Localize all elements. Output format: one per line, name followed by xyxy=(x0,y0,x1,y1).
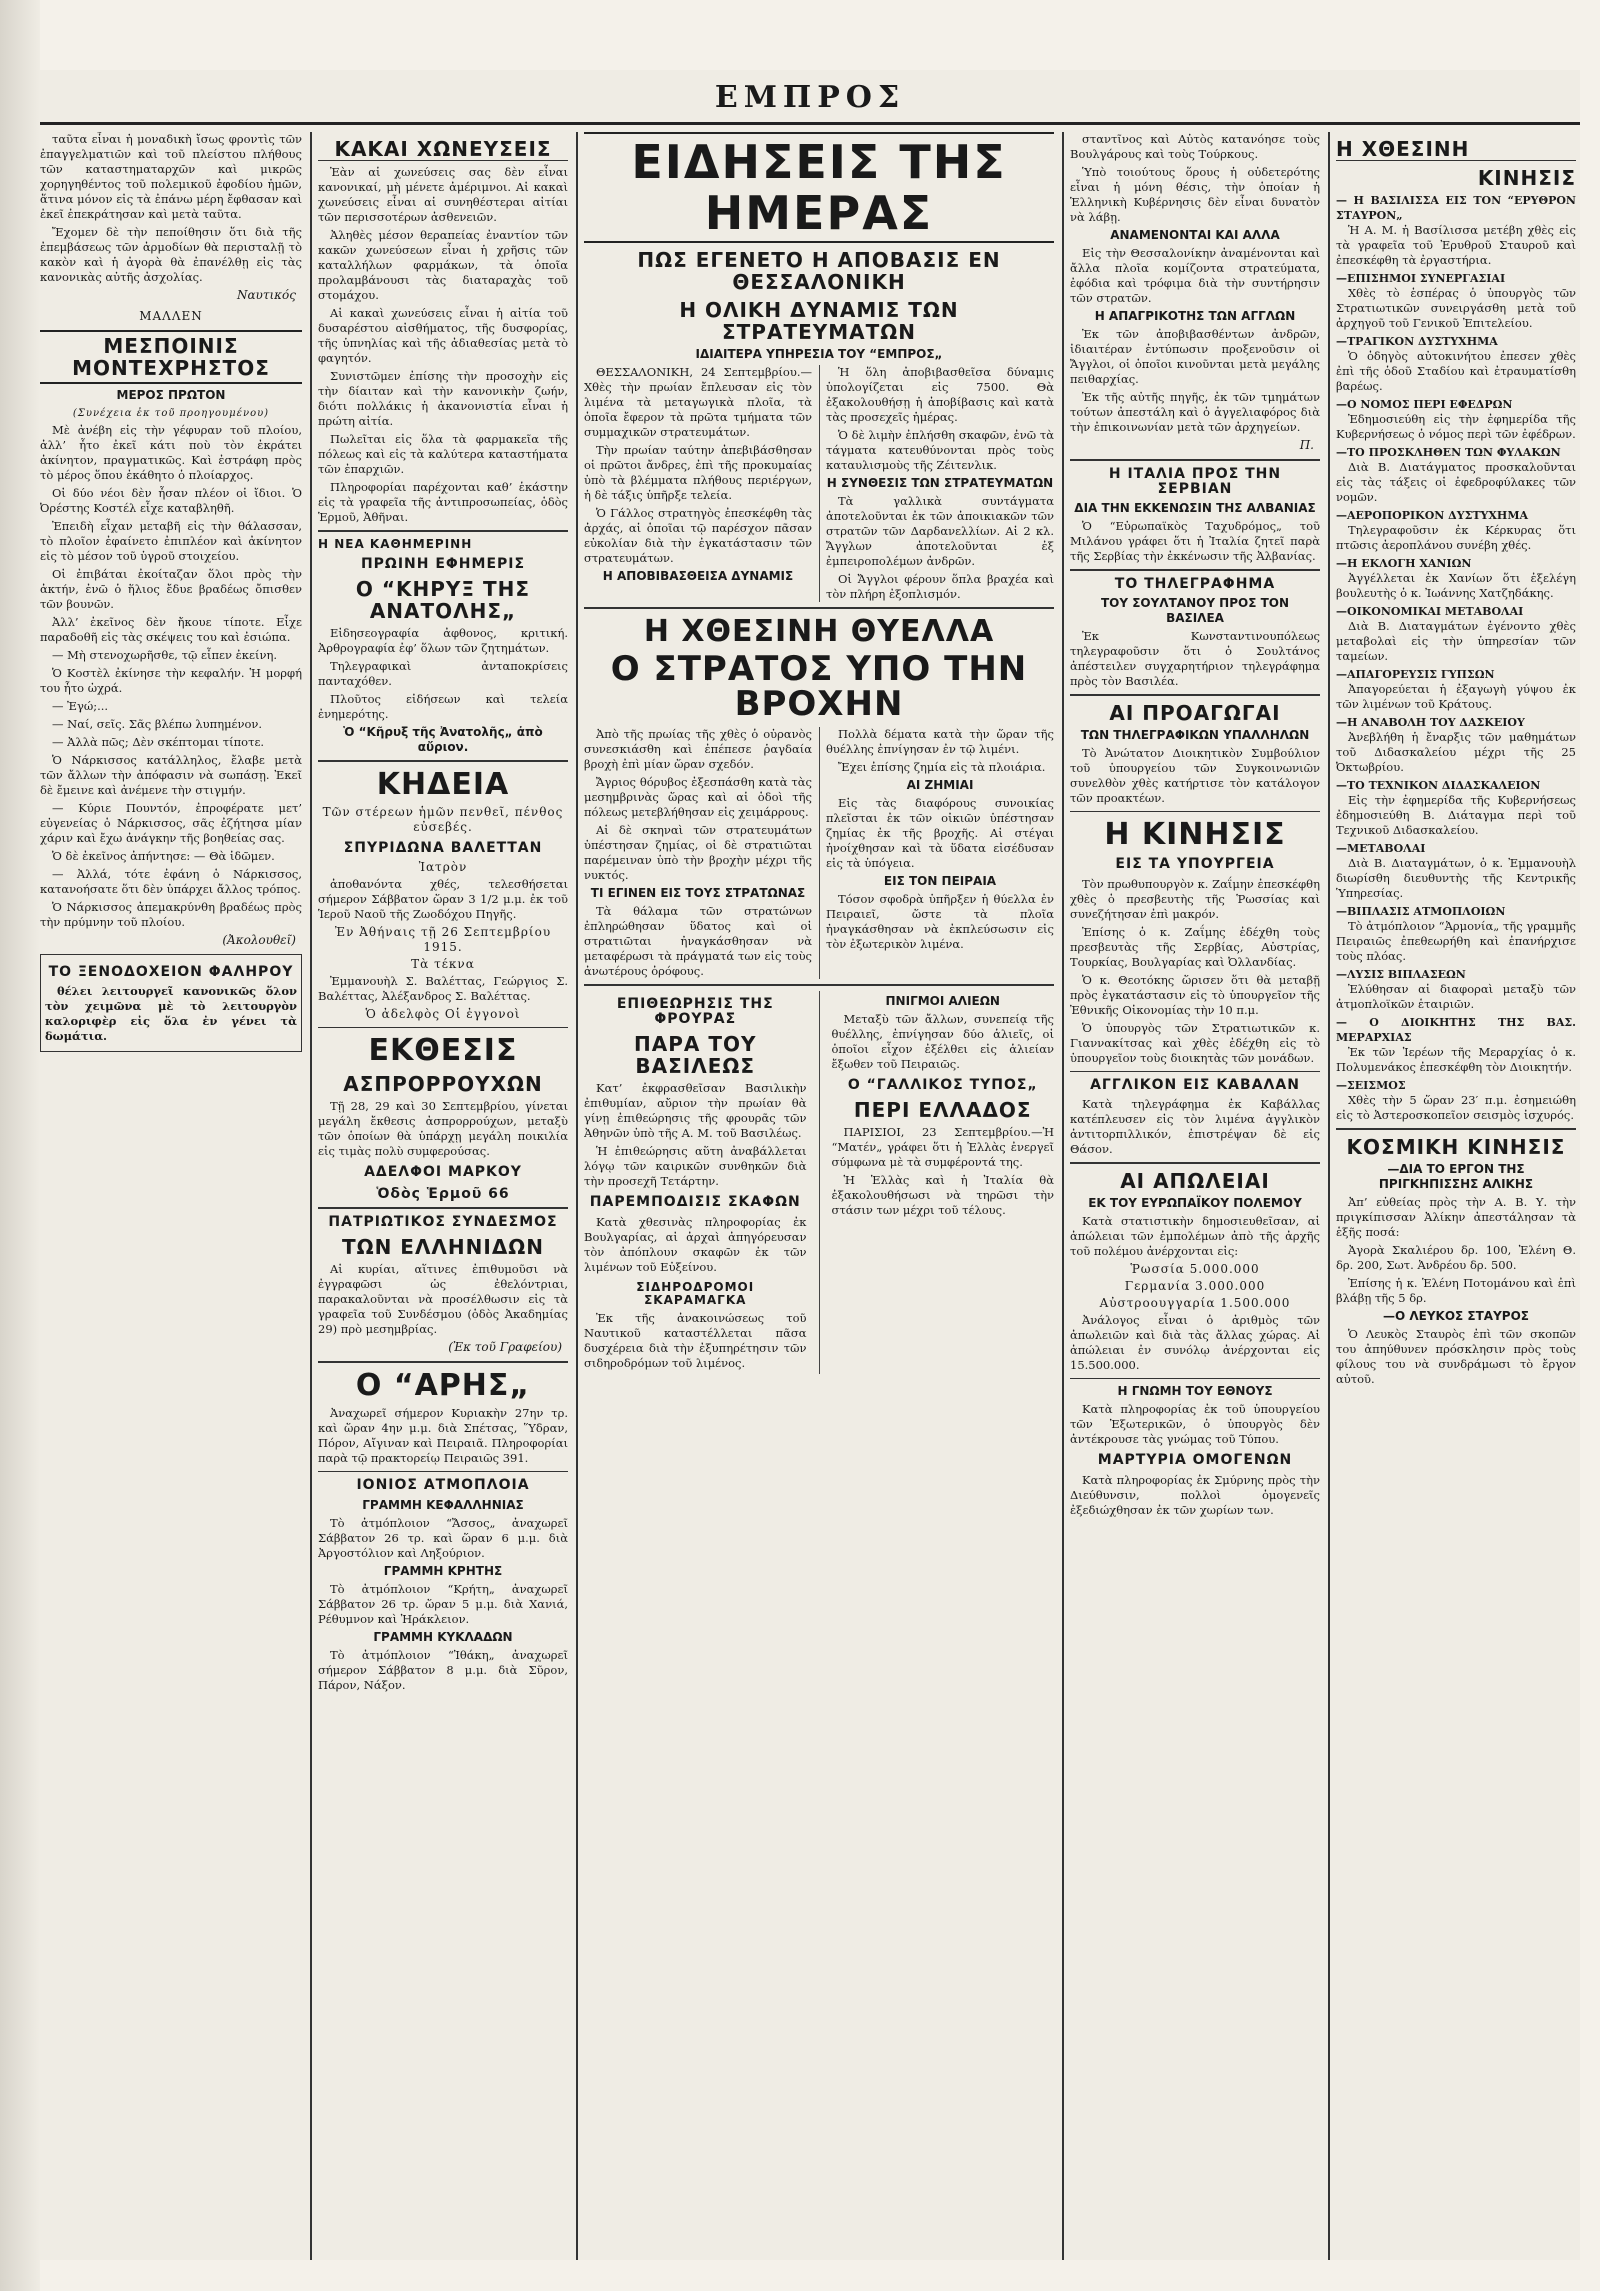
brief-heading: —ΤΟ ΤΕΧΝΙΚΟΝ ΔΙΔΑΣΚΑΛΕΙΟΝ xyxy=(1336,779,1541,792)
exhibition-address: Ὁδὸς Ἑρμοῦ 66 xyxy=(376,1185,510,1202)
movement-para: Ἐπίσης ὁ κ. Ζαΐμης ἐδέχθη τοὺς πρεσβευτὰς τῆς Σερβίας, Αὐστρίας, Τουρκίας, Βουλγαρίας καὶ Ὀλλανδίας. xyxy=(1070,924,1320,969)
yesterday-title: Η ΧΘΕΣΙΝΗ xyxy=(1336,138,1576,161)
brief-heading: — Ο ΔΙΟΙΚΗΤΗΣ ΤΗΣ ΒΑΣ. ΜΕΡΑΡΧΙΑΣ xyxy=(1336,1016,1576,1044)
kiryx-title: Ο “ΚΗΡΥΞ ΤΗΣ ΑΝΑΤΟΛΗΣ„ xyxy=(355,577,531,624)
lead-para: ΘΕΣΣΑΛΟΝΙΚΗ, 24 Σεπτεμβρίου.—Χθὲς τὴν πρωίαν ἔπλευσαν εἰς τὸν λιμένα τὰ μεταγωγικὰ πλοῖα, τὰ ὁποῖα ἔφερον τὰ πρῶτα τμήματα τῶν συμμαχικῶν στρατευμάτων. xyxy=(584,365,812,440)
lead-para: Τὴν πρωίαν ταύτην ἀπεβιβάσθησαν οἱ πρῶτοι ἄνδρες, ἐπὶ τῆς προκυμαίας ὑπὸ τὰ βλέμματα πλήθους περιέργων, ἡ δὲ τάξις ὑπῆρξε τελεία. xyxy=(584,443,812,503)
deceased-name: ΣΠΥΡΙΔΩΝΑ ΒΑΛΕΤΤΑΝ xyxy=(343,839,543,856)
brief-heading: —ΤΡΑΓΙΚΟΝ ΔΥΣΤΥΧΗΜΑ xyxy=(1336,335,1498,348)
railways-text: Ἐκ τῆς ἀνακοινώσεως τοῦ Ναυτικοῦ καταστέλλεται πᾶσα δυσχέρεια διὰ τὴν ἐξυπηρέτησιν τῶν σιδηροδρόμων τοῦ λιμένος. xyxy=(584,1311,807,1371)
storm-para: Τόσον σφοδρὰ ὑπῆρξεν ἡ θύελλα ἐν Πειραιεῖ, ὥστε τὰ πλοῖα ἠναγκάσθησαν νὰ ἐκπλεύσωσιν εἰς τὸν ἐξωτερικὸν λιμένα. xyxy=(826,892,1054,952)
brief-heading: —ΕΠΙΣΗΜΟΙ ΣΥΝΕΡΓΑΣΙΑΙ xyxy=(1336,272,1506,285)
divider xyxy=(318,1361,568,1363)
guard-subtitle: ΠΑΡΑ ΤΟΥ ΒΑΣΙΛΕΩΣ xyxy=(634,1032,757,1079)
storm-para: Ἀπὸ τῆς πρωίας τῆς χθὲς ὁ οὐρανὸς συνεσκιάσθη καὶ ἐπέπεσε ῥαγδαία βροχὴ ἐπὶ μίαν ὥραν σχεδόν. xyxy=(584,727,812,772)
movement-subtitle: ΕΙΣ ΤΑ ΥΠΟΥΡΓΕΙΑ xyxy=(1115,856,1275,873)
subhead: Η ΣΥΝΘΕΣΙΣ ΤΩΝ ΣΤΡΑΤΕΥΜΑΤΩΝ xyxy=(826,476,1054,491)
novel-para: — Ἀλλὰ πῶς; Δὲν σκέπτομαι τίποτε. xyxy=(52,735,265,749)
subhead: ΑΝΑΜΕΝΟΝΤΑΙ ΚΑΙ ΑΛΛΑ xyxy=(1110,228,1280,242)
promotions-subtitle: ΤΩΝ ΤΗΛΕΓΡΑΦΙΚΩΝ ΥΠΑΛΛΗΛΩΝ xyxy=(1080,727,1310,742)
col4-para: Εἰς τὴν Θεσσαλονίκην ἀναμένονται καὶ ἄλλα πλοῖα κομίζοντα στρατεύματα, ἐφόδια καὶ τρόφιμα διὰ τὴν συντήρησιν τῶν στρατῶν. xyxy=(1070,246,1320,305)
funeral-title: ΚΗΔΕΙΑ xyxy=(376,766,510,802)
divider xyxy=(584,607,1054,609)
social-para: Ἐπίσης ἡ κ. Ἑλένη Ποτομάνου καὶ ἐπὶ βλάβῃ τῆς 5 δρ. xyxy=(1336,1275,1576,1305)
movement-para: Τὸν πρωθυπουργὸν κ. Ζαΐμην ἐπεσκέφθη χθὲς ὁ πρεσβευτὴς τῆς Ῥωσσίας καὶ συνεζήτησαν ἐπὶ μακρόν. xyxy=(1070,876,1320,921)
brief-text: Διὰ Β. Διαταγμάτων, ὁ κ. Ἐμμανουὴλ διωρίσθη διευθυντὴς τῆς Κεντρικῆς Ὑπηρεσίας. xyxy=(1336,856,1576,900)
brief-list xyxy=(1336,193,1576,1123)
brief-heading: —ΑΕΡΟΠΟΡΙΚΟΝ ΔΥΣΤΥΧΗΜΑ xyxy=(1336,509,1529,522)
hotel-ad-text: θέλει λειτουργεῖ κανονικῶς ὅλον τὸν χειμῶνα μὲ τὸ λειτουργὸν καλοριφὲρ εἰς ὅλα ἐν γένει τὰ δωμάτια. xyxy=(45,984,297,1044)
opinion-title: Η ΓΝΩΜΗ ΤΟΥ ΕΘΝΟΥΣ xyxy=(1117,1384,1273,1399)
fishers-text: Μεταξὺ τῶν ἄλλων, συνεπείᾳ τῆς θυέλλης, ἐπνίγησαν δύο ἁλιεῖς, οἱ ὁποῖοι εἶχον ἐξέλθει εἰς ἁλιείαν ἔξωθεν τοῦ Πειραιῶς. xyxy=(831,1011,1054,1071)
divider xyxy=(318,1471,568,1473)
promotions-title: ΑΙ ΠΡΟΑΓΩΓΑΙ xyxy=(1109,700,1281,725)
brief-heading: —ΟΙΚΟΝΟΜΙΚΑΙ ΜΕΤΑΒΟΛΑΙ xyxy=(1336,605,1524,618)
funeral-line: Ὁ ἀδελφὸς Οἱ ἐγγονοὶ xyxy=(365,1006,521,1021)
novel-para: Ὁ Κοστὲλ ἐκίνησε τὴν κεφαλήν. Ἡ μορφή του ἦτο ὠχρά. xyxy=(40,666,302,695)
promotions-text: Τὸ Ἀνώτατον Διοικητικὸν Συμβούλιον τοῦ ὑπουργείου τῶν Συγκοινωνιῶν συνελθὸν χθὲς κατήρτισε τὸν κατάλογον τῶν προακτέων. xyxy=(1070,745,1320,805)
novel-para: — Ναί, σεῖς. Σᾶς βλέπω λυπημένον. xyxy=(52,717,263,731)
movement-title-right: ΚΙΝΗΣΙΣ xyxy=(1477,166,1576,190)
col4-para: Ὑπὸ τοιούτους ὅρους ἡ οὐδετερότης εἶναι ἡ μόνη θέσις, τὴν ὁποίαν ἡ Ἑλληνικὴ Κυβέρνησις δὲν εἶναι δυνατὸν νὰ λάβῃ. xyxy=(1070,165,1320,224)
novel-para: — Μὴ στενοχωρῆσθε, τῷ εἶπεν ἐκείνη. xyxy=(52,648,277,662)
martyr-text: Κατὰ πληροφορίας ἐκ Σμύρνης πρὸς τὴν Διεύθυνσιν, πολλοὶ ὁμογενεῖς ἐξεδιώχθησαν ἐκ τῶν χωρίων των. xyxy=(1070,1472,1320,1517)
storm-headline: Η ΧΘΕΣΙΝΗ ΘΥΕΛΛΑ xyxy=(643,613,995,649)
brief-text: Ἐκ τῶν Ἱερέων τῆς Μεραρχίας ὁ κ. Πολυμενάκος ἐπεσκέφθη τὸν Διοικητήν. xyxy=(1336,1045,1576,1074)
italy-text: Ὁ “Εὐρωπαϊκὸς Ταχυδρόμος„ τοῦ Μιλάνου γράφει ὅτι ἡ Ἰταλία ζητεῖ παρὰ τῆς Σερβίας τὴν ἐκκένωσιν τῆς Ἀλβανίας. xyxy=(1070,519,1320,564)
funeral-intro: Τῶν στέρεων ἡμῶν πενθεῖ, πένθος εὐσεβές. xyxy=(322,804,564,834)
brief-text: Ἐλύθησαν αἱ διαφοραὶ μεταξὺ τῶν ἀτμοπλοϊκῶν ἑταιριῶν. xyxy=(1336,982,1576,1011)
funeral-line: Ἐν Ἀθήναις τῇ 26 Σεπτεμβρίου 1915. xyxy=(334,924,552,954)
patriotic-title: ΠΑΤΡΙΩΤΙΚΟΣ ΣΥΝΔΕΣΜΟΣ xyxy=(328,1213,558,1230)
kavala-title: ΑΓΓΛΙΚΟΝ ΕΙΣ ΚΑΒΑΛΑΝ xyxy=(1090,1077,1300,1094)
line-text: Τὸ ἀτμόπλοιον “Ἄσσος„ ἀναχωρεῖ Σάββατον 26 τρ. καὶ ὥραν 6 μ.μ. διὰ Ἀργοστόλιον καὶ Ληξούριον. xyxy=(318,1515,568,1560)
brief-text: Διὰ Β. Διαταγμάτων ἐγένοντο χθὲς μεταβολαὶ εἰς τὴν ὑπηρεσίαν τῶν ταμείων. xyxy=(1336,619,1576,663)
divider xyxy=(584,984,1054,986)
kiryx-tagline: Ὁ “Κῆρυξ τῆς Ἀνατολῆς„ ἀπὸ αὔριον. xyxy=(343,725,543,755)
col1-section-label: ΜΑΛΛΕΝ xyxy=(139,309,203,323)
losses-title: ΑΙ ΑΠΩΛΕΙΑΙ xyxy=(1120,1168,1270,1193)
divider xyxy=(1070,1162,1320,1164)
brief-heading: —Η ΑΝΑΒΟΛΗ ΤΟΥ ΔΑΣΚΕΙΟΥ xyxy=(1336,716,1525,729)
guard-note: Ἡ ἐπιθεώρησις αὕτη ἀναβάλλεται λόγῳ τῶν καιρικῶν συνθηκῶν διὰ τὴν προσεχῆ Τετάρτην. xyxy=(584,1144,807,1189)
brief-heading: —Ο ΝΟΜΟΣ ΠΕΡΙ ΕΦΕΔΡΩΝ xyxy=(1336,398,1513,411)
lead-para: Οἱ Ἄγγλοι φέρουν ὅπλα βραχέα καὶ τὸν πλήρη ἐξοπλισμόν. xyxy=(826,572,1054,602)
patriotic-sig: (Ἐκ τοῦ Γραφείου) xyxy=(448,1340,562,1355)
column-4 xyxy=(1070,132,1320,2260)
kavala-text: Κατὰ τηλεγράφημα ἐκ Καβάλλας κατέπλευσεν εἰς τὸν λιμένα ἀγγλικὸν ἀντιτορπιλλικόν, ἐπιστρέψαν δὲ εἰς Θάσον. xyxy=(1070,1097,1320,1157)
column-3 xyxy=(584,132,1054,2260)
brief-heading: —ΒΙΠΛΑΣΙΣ ΑΤΜΟΠΛΟΙΩΝ xyxy=(1336,905,1506,918)
brief-heading: —ΛΥΣΙΣ ΒΙΠΛΑΣΕΩΝ xyxy=(1336,968,1466,981)
line-text: Τὸ ἀτμόπλοιον “Ἰθάκη„ ἀναχωρεῖ σήμερον Σάββατον 8 μ.μ. διὰ Σῦρον, Πάρον, Νάξον. xyxy=(318,1647,568,1692)
opinion-text: Κατὰ πληροφορίας ἐκ τοῦ ὑπουργείου τῶν Ἐξωτερικῶν, ὁ ὑπουργὸς δὲν ἀντέκρουσε τὰς γνώμας τοῦ Τύπου. xyxy=(1070,1402,1320,1447)
col1-intro-para: Ἔχομεν δὲ τὴν πεποίθησιν ὅτι διὰ τῆς ἐπεμβάσεως τῶν ἀρμοδίων θὰ περισταλῇ τὸ κακὸν καὶ ἡ ἀγορὰ θὰ ἐπανέλθῃ εἰς τὰς κανονικὰς αὐτῆς ἀσχολίας. xyxy=(40,225,302,284)
divider xyxy=(318,530,568,532)
kiryx-para: Τηλεγραφικαὶ ἀνταποκρίσεις πανταχόθεν. xyxy=(318,659,568,689)
losses-subtitle: ΕΚ ΤΟΥ ΕΥΡΩΠΑΪΚΟΥ ΠΟΛΕΜΟΥ xyxy=(1088,1195,1302,1210)
divider xyxy=(318,1207,568,1209)
col4-para: σταντῖνος καὶ Αὐτὸς κατανόησε τοὺς Βουλγάρους καὶ τοὺς Τούρκους. xyxy=(1070,132,1320,161)
brief-text: Τηλεγραφοῦσιν ἐκ Κέρκυρας ὅτι πτῶσις ἀεροπλάνου συνέβη χθές. xyxy=(1336,523,1576,552)
line-text: Τὸ ἀτμόπλοιον “Κρήτη„ ἀναχωρεῖ Σάββατον 26 τρ. ὥραν 5 μ.μ. διὰ Χανιά, Ρέθυμνον καὶ Ἡράκλειον. xyxy=(318,1581,568,1626)
telegram-text: Ἐκ Κωνσταντινουπόλεως τηλεγραφοῦσιν ὅτι ὁ Σουλτάνος ἀπέστειλεν συγχαρητήριον τηλεγράφημα πρὸς τὸν Βασιλέα. xyxy=(1070,629,1320,689)
divider xyxy=(1070,1071,1320,1073)
subhead: —Ο ΛΕΥΚΟΣ ΣΤΑΥΡΟΣ xyxy=(1383,1308,1529,1323)
brief-heading: —ΣΕΙΣΜΟΣ xyxy=(1336,1079,1406,1092)
funeral-line: Τὰ τέκνα xyxy=(411,956,475,971)
news-of-day-title: ΕΙΔΗΣΕΙΣ ΤΗΣ ΗΜΕΡΑΣ xyxy=(584,132,1054,243)
column-2 xyxy=(318,132,568,2260)
telegram-subtitle: ΤΟΥ ΣΟΥΛΤΑΝΟΥ ΠΡΟΣ ΤΟΝ ΒΑΣΙΛΕΑ xyxy=(1100,596,1290,626)
col4-signature: Π. xyxy=(1299,438,1314,452)
storm-para: Εἰς τὰς διαφόρους συνοικίας πλεῖσται ἐκ τῶν οἰκιῶν ὑπέστησαν ζημίας ἐκ τῆς βροχῆς. Αἱ στέγαι ἠνοίχθησαν καὶ τὰ ὕδατα εἰσέδυσαν εἰς τὰ ὑπόγεια. xyxy=(826,796,1054,871)
press-text: ΠΑΡΙΣΙΟΙ, 23 Σεπτεμβρίου.—Ἡ “Ματέν„ γράφει ὅτι ἡ Ἑλλὰς ἐνεργεῖ σύμφωνα μὲ τὰ συμφέροντά της. xyxy=(831,1124,1054,1169)
novel-continues: (Ἀκολουθεῖ) xyxy=(222,933,296,947)
funeral-text: Ἐμμανουὴλ Σ. Βαλέττας, Γεώργιος Σ. Βαλέττας, Ἀλέξανδρος Σ. Βαλέττας. xyxy=(318,973,568,1003)
movement-para: Ὁ ὑπουργὸς τῶν Στρατιωτικῶν κ. Γιαννακίτσας καὶ χθὲς ἐδέχθη εἰς τὸ ὑπουργεῖον τοὺς διοικητὰς τῶν μονάδων. xyxy=(1070,1020,1320,1065)
brief-text: Ἀγγέλλεται ἐκ Χανίων ὅτι ἐξελέγη βουλευτὴς ὁ κ. Ἰωάννης Χατζηδάκης. xyxy=(1336,571,1576,600)
exhibition-text: Τῇ 28, 29 καὶ 30 Σεπτεμβρίου, γίνεται μεγάλη ἔκθεσις ἀσπρορρούχων, μεταξὺ τῶν ὁποίων θὰ ὑπάρχῃ μεγάλη ποικιλία εἰς τιμὰς πολὺ συμφερούσας. xyxy=(318,1099,568,1159)
exhibition-title: ΕΚΘΕΣΙΣ xyxy=(368,1033,518,1069)
lead-service-line: ΙΔΙΑΙΤΕΡΑ ΥΠΗΡΕΣΙΑ ΤΟΥ “ΕΜΠΡΟΣ„ xyxy=(695,347,943,362)
column-rule xyxy=(310,132,312,2260)
kathimerini-title: Η ΝΕΑ ΚΑΘΗΜΕΡΙΝΗ xyxy=(318,536,473,551)
column-rule xyxy=(576,132,578,2260)
lead-para: Ὁ Γάλλος στρατηγὸς ἐπεσκέφθη τὰς ἀρχάς, αἱ ὁποῖαι τῷ παρέσχον πᾶσαν εὐκολίαν διὰ τὴν ἐγκατάστασιν τῶν στρατευμάτων. xyxy=(584,506,812,566)
aris-title: Ο “ΑΡΗΣ„ xyxy=(355,1367,531,1403)
social-title: ΚΟΣΜΙΚΗ ΚΙΝΗΣΙΣ xyxy=(1346,1134,1566,1159)
exhibition-subtitle: ΑΣΠΡΟΡΡΟΥΧΩΝ xyxy=(343,1072,543,1097)
ad-digestion-para: Πληροφορίαι παρέχονται καθ’ ἑκάστην εἰς τὰ γραφεῖα τῆς ἀντιπροσωπείας, ὁδὸς Ἑρμοῦ, Ἀθῆναι. xyxy=(318,480,568,524)
newspaper-page xyxy=(40,70,1580,2260)
ad-title-digestion: ΚΑΚΑΙ ΧΩΝΕΥΣΕΙΣ xyxy=(318,138,568,161)
novel-para: Ἐπειδὴ εἶχαν μεταβῆ εἰς τὴν θάλασσαν, τὸ πλοῖον ἐφαίνετο ἐπιπλέον καὶ ἀκίνητον εἰς τὸ μέσον τοῦ ὑγροῦ στοιχείου. xyxy=(40,519,302,563)
brief-text: Εἰς τὴν ἐφημερίδα τῆς Κυβερνήσεως ἐδημοσιεύθη Β. Διάταγμα περὶ τοῦ Τεχνικοῦ Διδασκαλείου. xyxy=(1336,793,1576,837)
line-title: ΓΡΑΜΜΗ ΚΡΗΤΗΣ xyxy=(383,1563,503,1578)
aris-text: Ἀναχωρεῖ σήμερον Κυριακὴν 27ην τρ. καὶ ὥραν 4ην μ.μ. διὰ Σπέτσας, Ὕδραν, Πόρον, Αἴγιναν καὶ Πειραιᾶ. Πληροφορίαι παρὰ τῷ πρακτορείῳ Πειραιῶς 391. xyxy=(318,1405,568,1465)
social-para: Ἀγορὰ Σκαλιέρου δρ. 100, Ἑλένη Θ. δρ. 200, Σωτ. Ἀνδρέου δρ. 500. xyxy=(1336,1242,1576,1272)
novel-para: Ὁ Νάρκισσος ἀπεμακρύνθη βραδέως πρὸς τὴν πρύμνην τοῦ πλοίου. xyxy=(40,900,302,929)
ships-title: ΠΑΡΕΜΠΟΔΙΣΙΣ ΣΚΑΦΩΝ xyxy=(589,1194,801,1211)
novel-continued-note: (Συνέχεια ἐκ τοῦ προηγουμένου) xyxy=(72,408,270,419)
storm-body xyxy=(584,727,1054,979)
kiryx-para: Πλοῦτος εἰδήσεων καὶ τελεία ἐνημερότης. xyxy=(318,692,568,722)
movement-para: Ὁ κ. Θεοτόκης ὥρισεν ὅτι θὰ μεταβῇ πρὸς ἐγκατάστασιν εἰς τὸ ὑπουργεῖον τῆς Ἐθνικῆς Οἰκονομίας τὴν 10 π.μ. xyxy=(1070,972,1320,1017)
ad-digestion-para: Πωλεῖται εἰς ὅλα τὰ φαρμακεῖα τῆς πόλεως καὶ εἰς τὰ καλύτερα καταστήματα τῶν ἐπαρχιῶν. xyxy=(318,432,568,476)
column-rule xyxy=(1328,132,1330,2260)
column-6 xyxy=(1336,132,1576,2260)
bottom-section xyxy=(584,991,1054,1375)
novel-para: — Κύριε Πουντόν, ἐπροφέρατε μετ’ εὐγενείας ὁ Νάρκισσος, σᾶς ἐζήτησα μίαν χάριν καὶ ἔχω ἀνάγκην τῆς βοηθείας σας. xyxy=(40,801,302,845)
novel-para: Οἱ ἐπιβάται ἐκοίταζαν ὅλοι πρὸς τὴν ἀκτήν, ἐνῶ ὁ ἥλιος ἔδυε βραδέως ὄπισθεν τῶν βουνῶν. xyxy=(40,567,302,611)
press-text: Ἡ Ἑλλὰς καὶ ἡ Ἰταλία θὰ ἐξακολουθήσωσι νὰ τηρῶσι τὴν στάσιν των μέχρι τοῦ τέλους. xyxy=(831,1172,1054,1217)
masthead-rule xyxy=(40,122,1580,125)
subhead: ΑΙ ΖΗΜΙΑΙ xyxy=(906,778,974,793)
divider xyxy=(1070,811,1320,813)
brief-heading: —ΤΟ ΠΡΟΣΚΛΗΘΕΝ ΤΩΝ ΦΥΛΑΚΩΝ xyxy=(1336,446,1561,459)
line-title: ΓΡΑΜΜΗ ΚΕΦΑΛΛΗΝΙΑΣ xyxy=(362,1497,524,1512)
funeral-text: ἀποθανόντα χθές, τελεσθήσεται σήμερον Σάββατον ὥραν 3 1/2 μ.μ. ἐκ τοῦ Ἱεροῦ Ναοῦ τῆς Ζωοδόχου Πηγῆς. xyxy=(318,876,568,921)
storm-para: Αἱ δὲ σκηναὶ τῶν στρατευμάτων ὑπέστησαν ζημίας, οἱ δὲ στρατιῶται παρέμειναν ὑπὸ τὴν βροχὴν μέχρι τῆς νυκτός. xyxy=(584,823,812,883)
subhead: ΕΙΣ ΤΟΝ ΠΕΙΡΑΙΑ xyxy=(883,874,997,889)
page-edge-shadow xyxy=(0,0,40,2291)
novel-para: — Ἀλλά, τότε ἐφάνη ὁ Νάρκισσος, κατανοήσατε ὅτι δὲν ὑπάρχει ἄλλος τρόπος. xyxy=(40,867,302,896)
hotel-ad xyxy=(40,954,302,1052)
column-rule xyxy=(1062,132,1064,2260)
novel-para: Ἀλλ’ ἐκεῖνος δὲν ἤκουε τίποτε. Εἶχε παραδοθῆ εἰς τὰς σκέψεις του καὶ ἐσιώπα. xyxy=(40,615,302,644)
patriotic-subtitle: ΤΩΝ ΕΛΛΗΝΙΔΩΝ xyxy=(341,1235,545,1260)
divider xyxy=(1070,1378,1320,1380)
novel-para: — Ἐγώ;... xyxy=(52,699,109,713)
divider xyxy=(1070,694,1320,696)
losses-note: Ἀνάλογος εἶναι ὁ ἀριθμὸς τῶν ἀπωλειῶν καὶ διὰ τὰς ἄλλας χώρας. Αἱ ἀπώλειαι ἐν συνόλῳ ἀνέρχονται εἰς 15.500.000. xyxy=(1070,1312,1320,1372)
col4-para: Ἐκ τῶν ἀποβιβασθέντων ἀνδρῶν, ἰδιαιτέραν ἐντύπωσιν προξενοῦσιν οἱ Ἄγγλοι, οἱ ὁποῖοι κινοῦνται μετὰ μεγάλης πειθαρχίας. xyxy=(1070,327,1320,386)
lead-body xyxy=(584,365,1054,602)
lead-para: Ἡ ὅλη ἀποβιβασθεῖσα δύναμις ὑπολογίζεται εἰς 7500. Θὰ ἐξακολουθήσῃ ἡ ἀποβίβασις καὶ κατὰ τὰς προσεχεῖς ἡμέρας. xyxy=(826,365,1054,425)
divider xyxy=(1070,569,1320,571)
guard-title: ΕΠΙΘΕΩΡΗΣΙΣ ΤΗΣ ΦΡΟΥΡΑΣ xyxy=(616,995,774,1027)
losses-text: Κατὰ στατιστικὴν δημοσιευθεῖσαν, αἱ ἀπώλειαι τῶν ἐμπολέμων ἀπὸ τῆς ἀρχῆς τοῦ πολέμου ἀνέρχονται εἰς: xyxy=(1070,1213,1320,1258)
divider xyxy=(318,760,568,762)
masthead: ΕΜΠΡΟΣ xyxy=(714,80,906,115)
press-title: Ο “ΓΑΛΛΙΚΟΣ ΤΥΠΟΣ„ xyxy=(847,1076,1038,1093)
hotel-ad-title: ΤΟ ΞΕΝΟΔΟΧΕΙΟΝ ΦΑΛΗΡΟΥ xyxy=(48,964,294,980)
brief-text: Ἀπαγορεύεται ἡ ἐξαγωγὴ γύψου ἐκ τῶν λιμένων τοῦ Κράτους. xyxy=(1336,682,1576,711)
brief-heading: —ΜΕΤΑΒΟΛΑΙ xyxy=(1336,842,1426,855)
brief-heading: — Η ΒΑΣΙΛΙΣΣΑ ΕΙΣ ΤΟΝ “ΕΡΥΘΡΟΝ ΣΤΑΥΡΟΝ„ xyxy=(1336,194,1576,222)
subhead: —ΔΙΑ ΤΟ ΕΡΓΟΝ ΤΗΣ ΠΡΙΓΚΗΠΙΣΣΗΣ ΑΛΙΚΗΣ xyxy=(1378,1161,1534,1191)
divider xyxy=(318,1027,568,1029)
railways-title: ΣΙΔΗΡΟΔΡΟΜΟΙ ΣΚΑΡΑΜΑΓΚΑ xyxy=(636,1279,755,1307)
patriotic-text: Αἱ κυρίαι, αἵτινες ἐπιθυμοῦσι νὰ ἐγγραφῶσι ὡς ἐθελόντριαι, παρακαλοῦνται νὰ προσέλθωσιν εἰς τὰ γραφεῖα τοῦ Συνδέσμου (ὁδὸς Ἀκαδημίας 29) πρὸ μεσημβρίας. xyxy=(318,1262,568,1337)
exhibition-brand: ΑΔΕΛΦΟΙ ΜΑΡΚΟΥ xyxy=(364,1164,522,1181)
martyr-title: ΜΑΡΤΥΡΙΑ ΟΜΟΓΕΝΩΝ xyxy=(1097,1452,1293,1469)
line-title: ΓΡΑΜΜΗ ΚΥΚΛΑΔΩΝ xyxy=(373,1629,513,1644)
guard-text: Κατ’ ἐκφρασθεῖσαν Βασιλικὴν ἐπιθυμίαν, αὔριον τὴν πρωίαν θὰ γίνῃ ἐπιθεώρησις τῆς φρουρᾶς τῶν Ἀθηνῶν ὑπὸ τῆς Α. Μ. τοῦ Βασιλέως. xyxy=(584,1081,807,1141)
novel-para: Οἱ δύο νέοι δὲν ἦσαν πλέον οἱ ἴδιοι. Ὁ Ὀρέστης Κοστέλ εἶχε καταβληθῆ. xyxy=(40,486,302,515)
brief-text: Διὰ Β. Διατάγματος προσκαλοῦνται εἰς τὰς τάξεις οἱ ἐφεδροφύλακες τῶν νομῶν. xyxy=(1336,460,1576,504)
lead-headline-2: Η ΟΛΙΚΗ ΔΥΝΑΜΙΣ ΤΩΝ ΣΤΡΑΤΕΥΜΑΤΩΝ xyxy=(679,298,959,345)
lead-headline: ΠΩΣ ΕΓΕΝΕΤΟ Η ΑΠΟΒΑΣΙΣ ΕΝ ΘΕΣΣΑΛΟΝΙΚΗ xyxy=(637,248,1001,295)
movement-title: Η ΚΙΝΗΣΙΣ xyxy=(1104,817,1286,853)
losses-item: Αὐστροουγγαρία 1.500.000 xyxy=(1099,1295,1291,1310)
press-subtitle: ΠΕΡΙ ΕΛΛΑΔΟΣ xyxy=(853,1097,1032,1122)
novel-title: ΜΕΣΠΟΙΝΙΣ ΜΟΝΤΕΧΡΗΣΤΟΣ xyxy=(40,330,302,384)
col1-signature: Ναυτικός xyxy=(236,288,296,302)
telegram-title: ΤΟ ΤΗΛΕΓΡΑΦΗΜΑ xyxy=(1114,575,1276,592)
italy-title: Η ΙΤΑΛΙΑ ΠΡΟΣ ΤΗΝ ΣΕΡΒΙΑΝ xyxy=(1108,465,1282,497)
novel-para: Μὲ ἀνέβη εἰς τὴν γέφυραν τοῦ πλοίου, ἀλλ’ ἦτο ἐκεῖ κάτι ποὺ τὸν ἐκράτει ἀκίνητον, πραγματικῶς. Καὶ ἐστράφη πρὸς τὸ μέρος ὅπου ἐκάθητο ὁ πλοίαρχος. xyxy=(40,423,302,482)
col4-para: Ἐκ τῆς αὐτῆς πηγῆς, ἐκ τῶν τμημάτων τούτων ἀπεστάλη καὶ ὁ ἀγγελιαφόρος διὰ τὴν ἐπικοινωνίαν μετὰ τῶν ἀρχηγείων. xyxy=(1070,390,1320,434)
novel-part: ΜΕΡΟΣ ΠΡΩΤΟΝ xyxy=(116,388,226,402)
losses-item: Ῥωσσία 5.000.000 xyxy=(1130,1261,1260,1276)
ad-digestion-para: Συνιστῶμεν ἐπίσης τὴν προσοχὴν εἰς τὴν δίαιταν καὶ τὴν κανονικὴν ζωήν, διότι πολλάκις ἡ ἀκανονιστία εἶναι ἡ πρώτη αἰτία. xyxy=(318,369,568,428)
social-para: Ἀπ’ εὐθείας πρὸς τὴν Α. Β. Υ. τὴν πριγκίπισσαν Ἀλίκην ἀπεστάλησαν τὰ ἑξῆς ποσά: xyxy=(1336,1194,1576,1239)
lead-para: Ὁ δὲ λιμὴν ἐπλήσθη σκαφῶν, ἐνῶ τὰ τάγματα κατευθύνονται πρὸς τοὺς καταυλισμοὺς τῆς Ζέιτενλικ. xyxy=(826,428,1054,473)
storm-para: Πολλὰ δέματα κατὰ τὴν ὥραν τῆς θυέλλης ἐπνίγησαν ἐν τῷ λιμένι. xyxy=(826,727,1054,757)
divider xyxy=(1336,1128,1576,1130)
ad-digestion-para: Ἀληθὲς μέσον θεραπείας ἐναντίον τῶν κακῶν χωνεύσεων εἶναι ἡ χρῆσις τῶν καταλλήλων φαρμάκων, τὰ ὁποῖα προλαμβάνουσι τὰς διαταραχὰς τοῦ στομάχου. xyxy=(318,228,568,302)
ships-text: Κατὰ χθεσινὰς πληροφορίας ἐκ Βουλγαρίας, αἱ ἀρχαὶ ἀπηγόρευσαν τὸν ἀπόπλουν σκαφῶν ἐκ τῶν λιμένων τοῦ Εὐξείνου. xyxy=(584,1214,807,1274)
brief-text: Ὁ ὁδηγὸς αὐτοκινήτου ἐπεσεν χθὲς ἐπὶ τῆς ὁδοῦ Σταδίου καὶ ἐτραυματίσθη βαρέως. xyxy=(1336,349,1576,393)
novel-para: Ὁ δὲ ἐκεῖνος ἀπήντησε: — Θὰ ἰδῶμεν. xyxy=(52,849,275,863)
brief-text: Ἀνεβλήθη ἡ ἔναρξις τῶν μαθημάτων τοῦ Διδασκαλείου μέχρι τῆς 25 Ὀκτωβρίου. xyxy=(1336,730,1576,774)
ad-digestion-para: Ἐὰν αἱ χωνεύσεις σας δὲν εἶναι κανονικαί, μὴ μένετε ἀμέριμνοι. Αἱ κακαὶ χωνεύσεις εἶναι αἱ συνηθέστεραι αἰτίαι τῶν περισσοτέρων ἀσθενειῶν. xyxy=(318,165,568,224)
lead-para: Τὰ γαλλικὰ συντάγματα ἀποτελοῦνται ἐκ τῶν ἀποικιακῶν τῶν στρατῶν τῶν Δαρδανελλίων. Αἱ 2 κλ. Ἄγγλων ἀποτελοῦνται ἐξ ἐμπειροπολέμων ἀνδρῶν. xyxy=(826,494,1054,569)
ionian-title: ΙΟΝΙΟΣ ΑΤΜΟΠΛΟΙΑ xyxy=(356,1477,530,1494)
social-para: Ὁ Λευκὸς Σταυρὸς ἐπὶ τῶν σκοπῶν του ἀπηύθυνεν πρόσκλησιν πρὸς τοὺς φίλους του νὰ συνδράμωσι τὸ ἔργον αὐτοῦ. xyxy=(1336,1326,1576,1386)
brief-text: Ἐδημοσιεύθη εἰς τὴν ἐφημερίδα τῆς Κυβερνήσεως ὁ νόμος περὶ τῶν ἐφέδρων. xyxy=(1336,412,1576,441)
subhead: ΠΝΙΓΜΟΙ ΑΛΙΕΩΝ xyxy=(885,993,1000,1008)
divider xyxy=(1070,459,1320,461)
storm-para: Τὰ θάλαμα τῶν στρατώνων ἐπληρώθησαν ὕδατος καὶ οἱ στρατιῶται ἠναγκάσθησαν νὰ μεταφέρωσι τὰ πράγματά των εἰς τοὺς ἀνωτέρους ὀρόφους. xyxy=(584,904,812,979)
subhead: ΤΙ ΕΓΙΝΕΝ ΕΙΣ ΤΟΥΣ ΣΤΡΑΤΩΝΑΣ xyxy=(590,886,806,901)
col1-intro-para: ταῦτα εἶναι ἡ μοναδικὴ ἴσως φροντὶς τῶν ἐπαγγελματιῶν καὶ τοῦ πλείστου πλήθους τῶν καταστηματαρχῶν καὶ μικρῶς χορηγηθέντος τοῦ πολεμικοῦ ἐφοδίου ἡμῶν, ἅτινα μόνον εἰς τὰ ἐπάνω μέρη ἔφθασαν καὶ ἐκεῖ ἐπεκράτησαν καὶ μετὰ ταῦτα. xyxy=(40,132,302,221)
subhead: Η ΑΠΑΓΡΙΚΟΤΗΣ ΤΩΝ ΑΓΓΛΩΝ xyxy=(1094,309,1296,323)
storm-para: Ἔχει ἐπίσης ζημία εἰς τὰ πλοιάρια. xyxy=(838,760,1046,775)
brief-text: Χθὲς τὸ ἑσπέρας ὁ ὑπουργὸς τῶν Στρατιωτικῶν συνειργάσθη μετὰ τοῦ ἀρχηγοῦ τοῦ Γενικοῦ Ἐπιτελείου. xyxy=(1336,286,1576,330)
morning-paper-label: ΠΡΩΙΝΗ ΕΦΗΜΕΡΙΣ xyxy=(360,555,526,572)
brief-text: Χθὲς τὴν 5 ὥραν 23′ π.μ. ἐσημειώθη εἰς τὸ Ἀστεροσκοπεῖον σεισμὸς ἰσχυρός. xyxy=(1336,1093,1576,1122)
funeral-line: Ἰατρὸν xyxy=(418,859,468,874)
brief-text: Τὸ ἀτμόπλοιον “Ἀρμονία„ τῆς γραμμῆς Πειραιῶς ἐπεθεωρήθη καὶ ἐπανήρχισε τοὺς πλόας. xyxy=(1336,919,1576,963)
brief-heading: —ΑΠΑΓΟΡΕΥΣΙΣ ΓΥΠΣΩΝ xyxy=(1336,668,1495,681)
brief-heading: —Η ΕΚΛΟΓΗ ΧΑΝΙΩΝ xyxy=(1336,557,1472,570)
subhead: Η ΑΠΟΒΙΒΑΣΘΕΙΣΑ ΔΥΝΑΜΙΣ xyxy=(602,569,794,584)
bottom-right xyxy=(832,991,1055,1375)
losses-item: Γερμανία 3.000.000 xyxy=(1124,1278,1266,1293)
brief-text: Ἡ Α. Μ. ἡ Βασίλισσα μετέβη χθὲς εἰς τὰ γραφεῖα τοῦ Ἐρυθροῦ Σταυροῦ καὶ ἐπεσκέφθη τὰ ἐργαστήρια. xyxy=(1336,223,1576,267)
bottom-left xyxy=(584,991,807,1375)
ad-digestion-para: Αἱ κακαὶ χωνεύσεις εἶναι ἡ αἰτία τοῦ δυσαρέστου αἰσθήματος, τῆς δυσφορίας, τῆς ὑπνηλίας καὶ τῆς ἀδιαθεσίας μετὰ τὸ φαγητόν. xyxy=(318,306,568,365)
inner-rule xyxy=(819,991,820,1375)
novel-para: Ὁ Νάρκισσος κατάλληλος, ἔλαβε μετὰ τῶν ἄλλων τὴν ἀπόφασιν νὰ σωπάσῃ. Ἐκεῖ δὲ ἔμεινε καὶ ἀνέμενε τὴν στιγμήν. xyxy=(40,753,302,797)
italy-subtitle: ΔΙΑ ΤΗΝ ΕΚΚΕΝΩΣΙΝ ΤΗΣ ΑΛΒΑΝΙΑΣ xyxy=(1074,501,1316,516)
kiryx-para: Εἰδησεογραφία ἀφθονος, κριτική. Ἀρθρογραφία ἐφ’ ὅλων τῶν ζητημάτων. xyxy=(318,626,568,656)
column-1 xyxy=(40,132,302,2260)
storm-para: Ἄγριος θόρυβος ἐξεσπάσθη κατὰ τὰς μεσημβρινὰς ὥρας καὶ αἱ ὁδοὶ τῆς πόλεως μετεβλήθησαν εἰς χειμάρρους. xyxy=(584,775,812,820)
storm-strap: Ο ΣΤΡΑΤΟΣ ΥΠΟ ΤΗΝ ΒΡΟΧΗΝ xyxy=(610,648,1028,725)
